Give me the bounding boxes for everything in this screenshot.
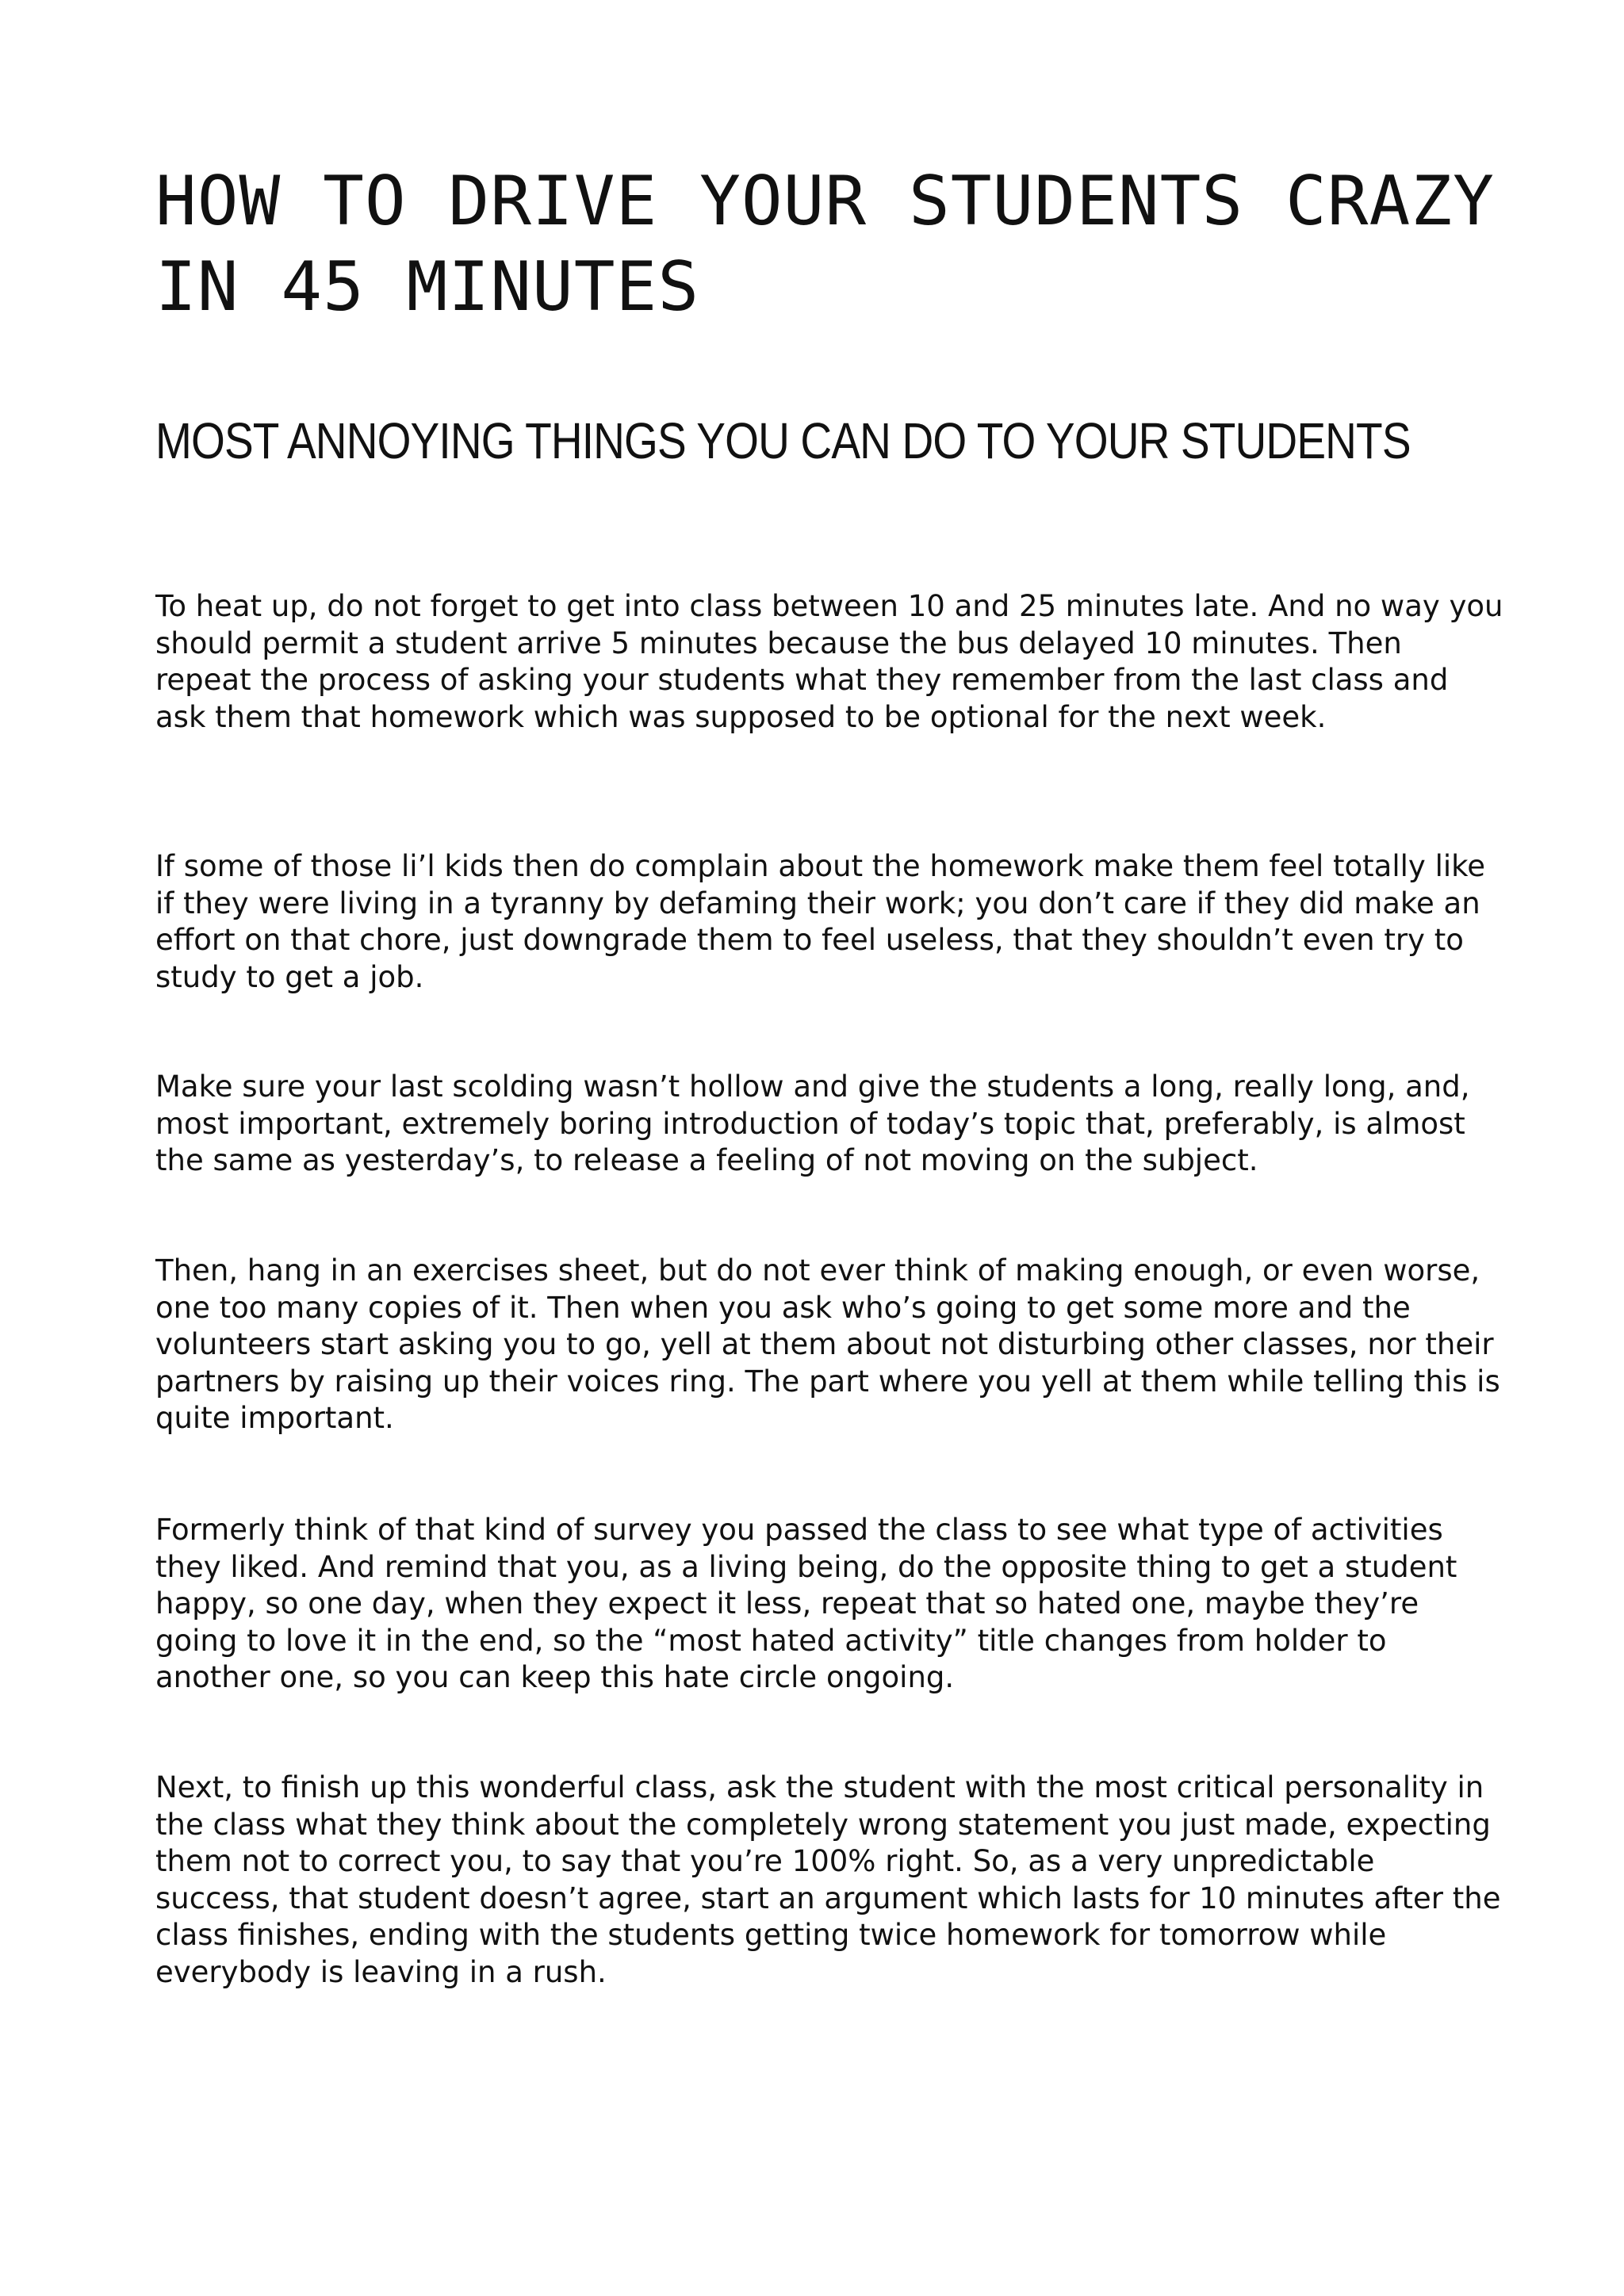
page-subtitle: MOST ANNOYING THINGS YOU CAN DO TO YOUR STUDENTS: [155, 412, 1411, 469]
paragraph-finish-class: Next, to finish up this wonderful class, ask the student with the most critical personality in the class what they think about the completely wrong statement you just made, expecting them not to correct you, to say that you’re 100% right. So, as a very unpredictable success, that student doesn’t agree, start an argument which lasts for 10 minutes after the class finishes, ending with the students getting twice homework for tomorrow while everybody is leaving in a rush.: [155, 1770, 1501, 1989]
paragraph-survey: Formerly think of that kind of survey you passed the class to see what type of activities they liked. And remind that you, as a living being, do the opposite thing to get a student happy, so one day, when they expect it less, repeat that so hated one, maybe they’re going to love it in the end, so the “most hated activity” title changes from holder to another one, so you can keep this hate circle ongoing.: [155, 1513, 1457, 1694]
page-title: HOW TO DRIVE YOUR STUDENTS CRAZY IN 45 MINUTES: [155, 162, 1495, 327]
paragraph-homework-complaint: If some of those li’l kids then do complain about the homework make them feel totally like if they were living in a tyranny by defaming their work; you don’t care if they did make an effort on that chore, just downgrade them to feel useless, that they shouldn’t even try to study to get a job.: [155, 849, 1485, 994]
paragraph-intro: To heat up, do not forget to get into class between 10 and 25 minutes late. And no way you should permit a student arrive 5 minutes because the bus delayed 10 minutes. Then repeat the process of asking your students what they remember from the last class and ask them that homework which was supposed to be optional for the next week.: [155, 589, 1503, 734]
paragraph-exercise-sheet: Then, hang in an exercises sheet, but do not ever think of making enough, or even worse, one too many copies of it. Then when you ask who’s going to get some more and the volunteers start asking you to go, yell at them about not disturbing other classes, nor their partners by raising up their voices ring. The part where you yell at them while telling this is quite important.: [155, 1253, 1500, 1435]
paragraph-boring-introduction: Make sure your last scolding wasn’t hollow and give the students a long, really long, and, most important, extremely boring introduction of today’s topic that, preferably, is almost the same as yesterday’s, to release a feeling of not moving on the subject.: [155, 1070, 1470, 1177]
